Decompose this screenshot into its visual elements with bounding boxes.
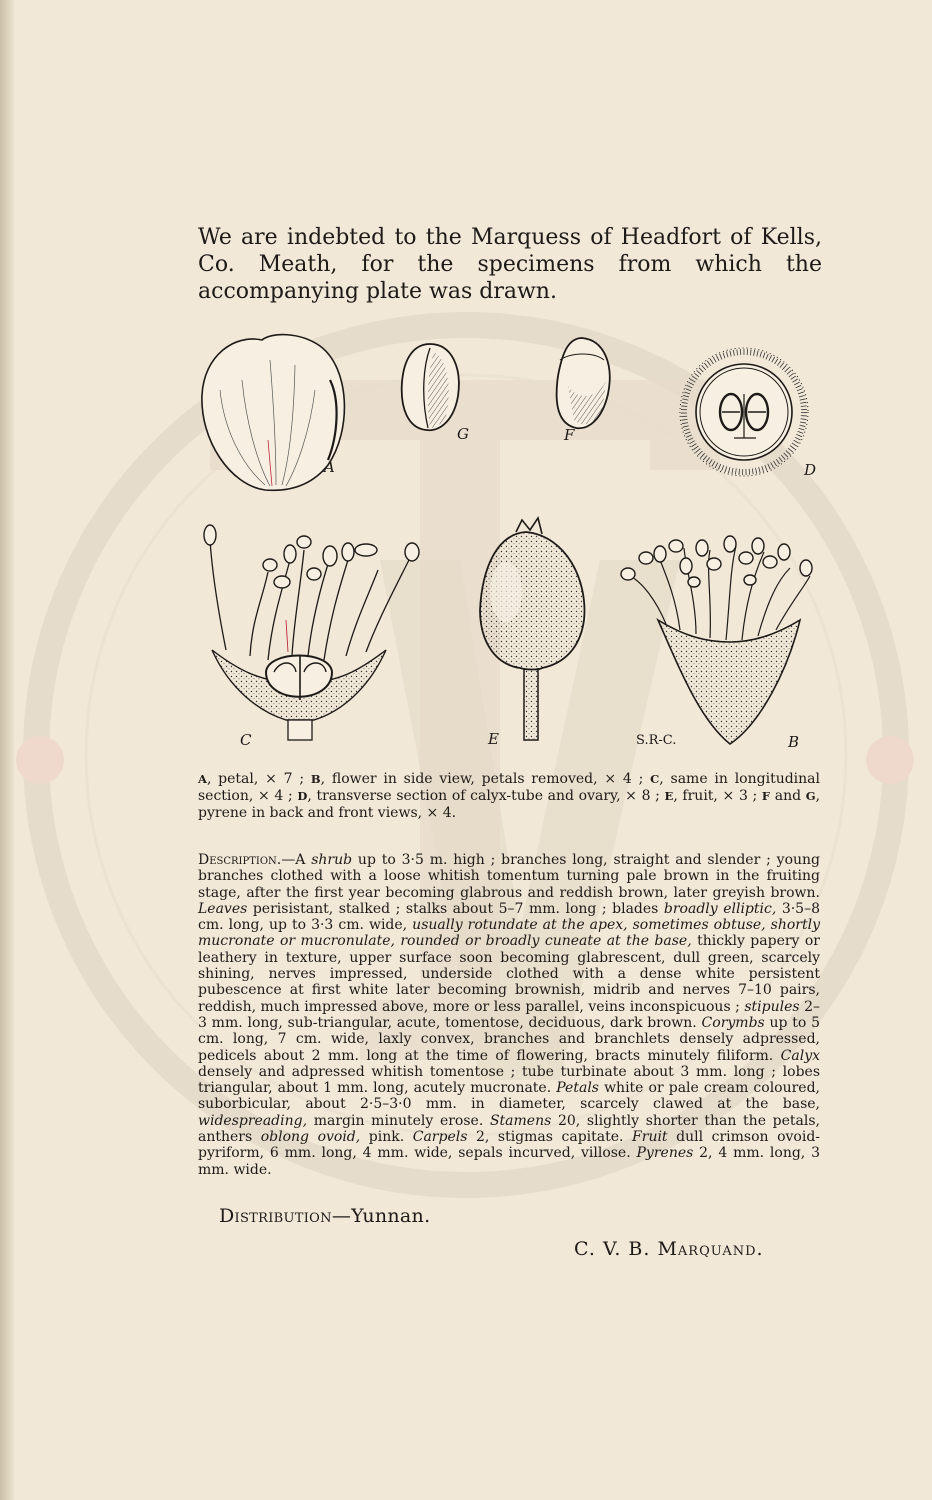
author-surname: Marquand. [657, 1238, 764, 1260]
figure-label-c: C [240, 731, 252, 749]
description-text: 2–3 mm. long, sub-triangular, acute, tomentose, deciduous, dark brown. [198, 998, 820, 1031]
description-term: Stamens [489, 1112, 552, 1129]
caption-key-g: G [805, 789, 816, 803]
figure-label-e: E [488, 730, 499, 748]
description-heading: Description. [198, 852, 282, 868]
caption-text-b: , flower in side view, petals removed, × 4 ; [320, 771, 651, 787]
description-term: widespreading, [198, 1112, 308, 1129]
description-term: Leaves [198, 900, 248, 917]
figure-label-b: B [788, 733, 800, 751]
longitudinal-section-figure [204, 525, 419, 740]
description-text: thickly papery or leathery in texture, upper surface soon becoming glabrescent, dull green, scarcely shining, nerves impressed, underside clothed with a dense white persistent pubescence at first white later becoming brownish, midrib and nerves 7–10 pairs, reddish, much impressed above, more or less parallel, veins inconspicuous ; [198, 933, 821, 1015]
caption-key-b: B [310, 772, 321, 786]
description-text: margin minutely erose. [307, 1112, 490, 1129]
pyrene-front-figure [402, 344, 459, 430]
figure-caption [198, 771, 820, 822]
description-text: pink. [360, 1129, 413, 1146]
caption-text-c: , same in longitudinal section, × 4 ; [198, 771, 820, 804]
description-text: —A [281, 852, 312, 868]
distribution-line [219, 1205, 430, 1227]
caption-text-g: , pyrene in back and front views, × 4. [198, 788, 821, 821]
description-text: perisistant, stalked ; stalks about 5–7 mm. long ; blades [247, 900, 664, 917]
description-term: Fruit [632, 1129, 668, 1146]
description-term: broadly elliptic, [663, 900, 777, 917]
description-text: up to 5 cm. long, 7 cm. wide, laxly convex, branches and branchlets densely adpressed, pedicels about 2 mm. long at the time of flowering, bracts minutely filiform. [198, 1014, 820, 1064]
author-signature [574, 1238, 764, 1260]
description-term: Pyrenes [636, 1145, 694, 1162]
caption-key-a: A [198, 772, 207, 786]
author-initials: C. V. B. [574, 1238, 658, 1260]
caption-text-f: and [770, 788, 806, 804]
description-text: 3·5–8 cm. long, up to 3·3 cm. wide, [198, 900, 821, 934]
caption-key-e: E [664, 789, 674, 803]
description-text: 2, 4 mm. long, 3 mm. wide. [198, 1145, 820, 1178]
description-paragraph [198, 852, 820, 1178]
artist-signature: S.R-C. [636, 733, 677, 748]
caption-text-d: , transverse section of calyx-tube and ovary, × 8 ; [307, 788, 665, 804]
description-term: stipules [744, 998, 800, 1015]
description-text: up to 3·5 m. high ; branches long, straight and slender ; young branches clothed with a loose whitish tomentum turning pale brown in the fruiting stage, after the first year becoming glabrous and reddish brown, later greyish brown. [198, 852, 820, 901]
distribution-text: —Yunnan. [331, 1205, 431, 1227]
description-term: Carpels [412, 1129, 468, 1146]
description-text: 20, slightly shorter than the petals, anthers [198, 1112, 820, 1146]
description-term: Petals [556, 1080, 599, 1097]
caption-key-f: F [761, 789, 771, 803]
description-term: oblong ovoid, [260, 1129, 361, 1146]
pyrene-back-figure [557, 338, 610, 428]
figure-label-d: D [804, 461, 817, 479]
intro-paragraph: We are indebted to the Marquess of Headfort of Kells, Co. Meath, for the specimens from which the accompanying plate was drawn. [198, 225, 822, 304]
description-term: Corymbs [701, 1014, 765, 1031]
description-text: dull crimson ovoid-pyriform, 6 mm. long, 4 mm. wide, sepals incurved, villose. [198, 1129, 821, 1162]
caption-key-c: C [650, 772, 660, 786]
figure-label-f: F [564, 426, 575, 444]
figure-label-g: G [457, 425, 469, 443]
figure-label-a: A [324, 458, 335, 476]
description-text: densely and adpressed whitish tomentose ; tube turbinate about 3 mm. long ; lobes triangular, about 1 mm. long, acutely mucronate. [198, 1063, 820, 1097]
caption-key-d: D [297, 789, 308, 803]
description-term: Calyx [780, 1047, 820, 1064]
description-text: white or pale cream coloured, suborbicular, about 2·5–3·0 mm. in diameter, scarcely clawed at the base, [198, 1080, 821, 1113]
flower-side-view-figure [621, 536, 812, 744]
caption-text-e: , fruit, × 3 ; [673, 788, 762, 804]
description-text: 2, stigmas capitate. [467, 1129, 633, 1146]
fruit-figure [480, 518, 584, 740]
description-term: usually rotundate at the apex, sometimes obtuse, shortly mucronate or mucronulate, rounded or broadly cuneate at the base, [198, 917, 820, 950]
botanical-plate [190, 320, 830, 760]
transverse-section-figure [680, 348, 808, 476]
distribution-heading: Distribution [219, 1205, 332, 1227]
description-term: shrub [311, 852, 353, 868]
caption-text-a: , petal, × 7 ; [206, 771, 311, 787]
